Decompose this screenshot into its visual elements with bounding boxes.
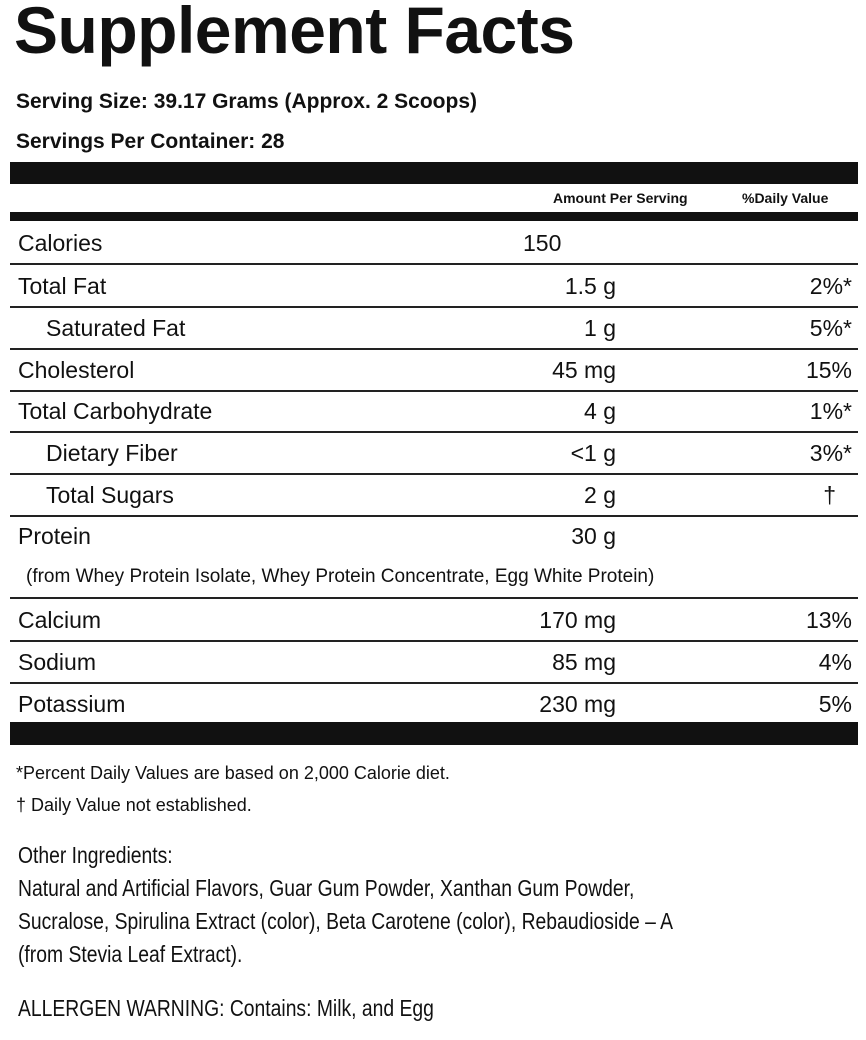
nutrient-row [10, 515, 858, 556]
nutrient-row [10, 683, 858, 724]
nutrient-row [10, 474, 858, 517]
nutrient-row [10, 390, 858, 433]
divider-bar [10, 722, 858, 745]
nutrient-row [10, 432, 858, 475]
nutrient-amount: 45 mg [552, 357, 616, 383]
nutrient-amount: 4 g [584, 398, 616, 424]
nutrient-row [10, 349, 858, 392]
nutrient-name: Sodium [18, 649, 96, 675]
amount-header: Amount Per Serving [553, 190, 688, 206]
nutrient-row [10, 265, 858, 308]
page-title: Supplement Facts [14, 0, 575, 67]
protein-note: (from Whey Protein Isolate, Whey Protein Concentrate, Egg White Protein) [26, 566, 655, 587]
servings-per-container: Servings Per Container: 28 [16, 130, 285, 153]
nutrient-amount: 170 mg [539, 607, 616, 633]
nutrient-dv: 5%* [809, 315, 852, 341]
nutrient-name: Potassium [18, 691, 126, 717]
nutrient-row [10, 599, 858, 642]
nutrient-name: Cholesterol [18, 357, 135, 383]
divider-bar [10, 212, 858, 221]
nutrient-amount: 1.5 g [564, 273, 616, 299]
nutrient-dv: 15% [805, 357, 852, 383]
footnote-dv: *Percent Daily Values are based on 2,000 Calorie diet. [16, 763, 450, 783]
divider-bar [10, 162, 858, 184]
other-ingredients-label: Other Ingredients: [18, 842, 173, 868]
nutrient-amount: 30 g [571, 523, 616, 549]
nutrient-dv: 5% [818, 691, 852, 717]
nutrient-dv: 1%* [809, 398, 852, 424]
nutrient-amount: 150 [523, 230, 562, 256]
nutrient-name: Saturated Fat [46, 315, 186, 341]
nutrient-name: Calories [18, 230, 103, 256]
nutrient-amount: 2 g [584, 482, 616, 508]
nutrient-name: Total Carbohydrate [18, 398, 213, 424]
nutrient-name: Dietary Fiber [46, 440, 178, 466]
footnote-dagger: † Daily Value not established. [16, 795, 252, 815]
nutrient-amount: 1 g [584, 315, 616, 341]
ingredients-line: Natural and Artificial Flavors, Guar Gum Powder, Xanthan Gum Powder, [18, 875, 635, 901]
nutrient-name: Total Sugars [46, 482, 174, 508]
nutrient-amount: 85 mg [552, 649, 616, 675]
nutrient-dv: † [823, 482, 836, 508]
nutrient-name: Total Fat [18, 273, 107, 299]
nutrient-dv: 2%* [809, 273, 852, 299]
nutrient-dv: 3%* [809, 440, 852, 466]
ingredients-line: (from Stevia Leaf Extract). [18, 941, 243, 967]
nutrient-row-calories [10, 222, 858, 265]
nutrient-dv: 4% [818, 649, 852, 675]
nutrient-row [10, 307, 858, 350]
ingredients-line: Sucralose, Spirulina Extract (color), Beta Carotene (color), Rebaudioside – A [18, 908, 674, 934]
nutrient-name: Protein [18, 523, 91, 549]
dv-header: %Daily Value [742, 190, 829, 206]
nutrient-amount: <1 g [570, 440, 616, 466]
nutrient-dv: 13% [805, 607, 852, 633]
nutrient-amount: 230 mg [539, 691, 616, 717]
allergen-warning: ALLERGEN WARNING: Contains: Milk, and Egg [18, 995, 434, 1021]
nutrient-row [10, 641, 858, 684]
serving-size: Serving Size: 39.17 Grams (Approx. 2 Scoops) [16, 90, 477, 113]
nutrient-name: Calcium [18, 607, 102, 633]
